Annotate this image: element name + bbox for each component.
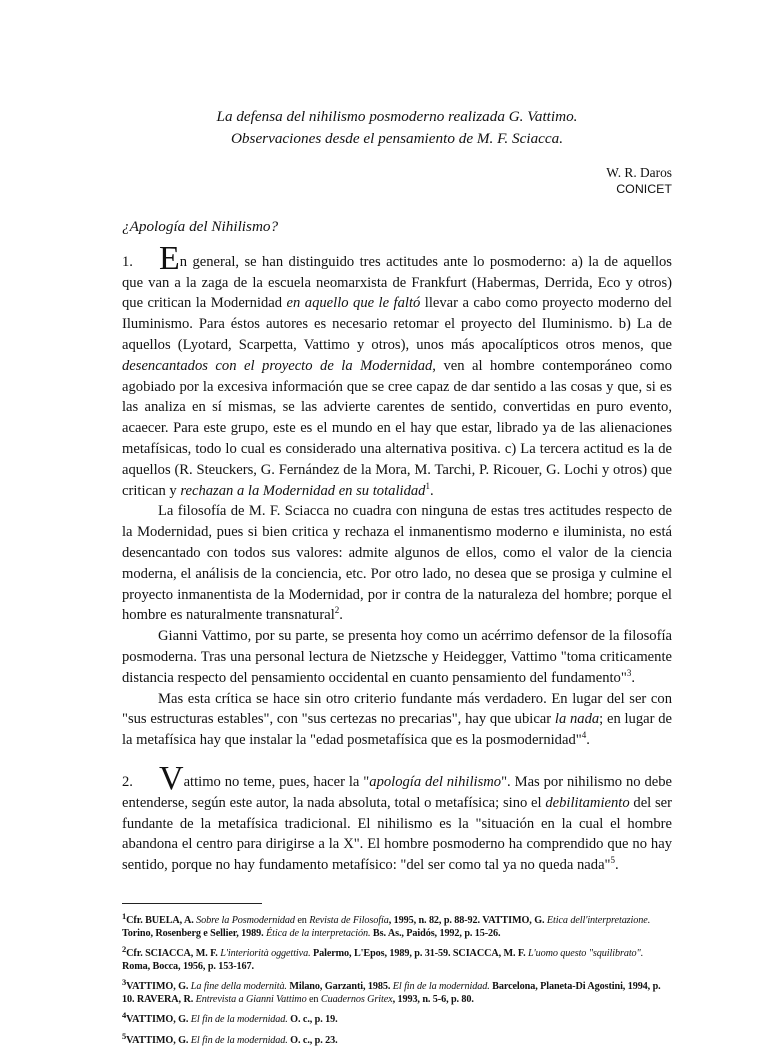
- italic-phrase: rechazan a la Modernidad en su totalidad: [180, 482, 426, 499]
- author-institution: CONICET: [616, 182, 672, 196]
- paragraph-1: [122, 239, 672, 502]
- punctuation: .: [339, 607, 343, 624]
- punctuation: .: [429, 482, 434, 499]
- footnote-italic: Ética de la interpretación.: [263, 927, 371, 939]
- paragraph-text: n general, se han distinguido tres actitudes ante lo posmoderno: a) la de aquellos que van a la zaga de la escuela neomarxista de Frankfurt (Habermas, Derrida, Eco y otros) que critican la Modernidad: [122, 253, 672, 312]
- paragraph-text: , ven al hombre contemporáneo como agobiado por la excesiva información que se cree capaz de dar sentido a las cosas y que, si es las analiza en sí mismas, se las advierte carentes de sentido, convertidas en puro evento, acaecer. Para este grupo, este es el mundo en el hay que estar, librado ya de las alienaciones metafísicas, todo lo cual es considerado una alternativa positiva. c) La tercera actitud es la de aquellos (R. Steuckers, G. Fernández de la Mora, M. Tarchi, P. Ricouer, G. Lochi y otros) que critican y: [122, 357, 672, 499]
- punctuation: .: [631, 669, 635, 686]
- italic-phrase: desencantados con el proyecto de la Modernidad: [122, 357, 433, 374]
- footnote-ref[interactable]: 2: [334, 605, 340, 616]
- footnote-mark: 5: [122, 1031, 127, 1042]
- footnote-text: VATTIMO, G.: [126, 981, 189, 993]
- paragraph-3: [122, 626, 672, 688]
- drop-cap: V: [159, 759, 184, 797]
- author-block: [122, 165, 672, 197]
- drop-cap: E: [159, 239, 180, 277]
- footnote-mark: 2: [122, 944, 127, 955]
- document-page: [122, 106, 672, 1048]
- footnote-text: O. c., p. 23.: [287, 1035, 338, 1047]
- footnote-text: VATTIMO, G.: [126, 1014, 189, 1026]
- footnote-ref[interactable]: 5: [610, 855, 615, 866]
- footnote-italic: Sobre la Posmodernidad: [193, 914, 295, 926]
- document-title: [122, 106, 672, 150]
- footnote-italic: Etica dell'interpretazione.: [544, 914, 651, 926]
- footnote-italic: L'interiorità oggettiva.: [217, 948, 311, 960]
- title-line-2: Observaciones desde el pensamiento de M. F. Sciacca.: [230, 130, 564, 147]
- paragraph-text: del ser fundante de la metafísica tradicional. El nihilismo es la "situación en la cual el hombre abandona el centro para dirigirse a la X". El hombre posmoderno ha comprendido que no hay sentido, porque no hay fundamento metafísico: "del ser como tal ya no queda nada": [122, 794, 672, 874]
- footnote-italic: Entrevista a Gianni Vattimo: [193, 993, 307, 1005]
- footnote-italic: La fine della modernità.: [188, 981, 287, 993]
- punctuation: .: [586, 732, 590, 749]
- footnote-5: [122, 1030, 672, 1048]
- paragraph-text: attimo no teme, pues, hacer la ": [183, 773, 370, 790]
- footnote-text: , 1995, n. 82, p. 88-92. VATTIMO, G.: [388, 914, 545, 926]
- footnote-1: [122, 910, 672, 940]
- footnote-separator: [122, 903, 262, 904]
- punctuation: .: [615, 857, 619, 874]
- footnote-ref[interactable]: 1: [425, 480, 430, 491]
- footnote-italic: Revista de Filosofía: [309, 914, 389, 926]
- paragraph-text: Gianni Vattimo, por su parte, se presenta hoy como un acérrimo defensor de la filosofía posmoderna. Tras una personal lectura de Nietzsche y Heidegger, Vattimo "toma criticamente distancia respecto del pensamiento occidental en cuanto pensamiento del fundamento": [122, 628, 672, 686]
- paragraph-text: La filosofía de M. F. Sciacca no cuadra con ninguna de estas tres actitudes respecto de la Modernidad, pues si bien critica y rechaza el inmanentismo moderno e iluminista, no está desencantado con todos sus valores: admite algunos de ellos, como el valor de la ciencia moderna, el análisis de la conciencia, etc. Por otro lado, no desea que se prosiga y culmine el proyecto inmanentista de la Modernidad, por ir contra de la naturaleza del hombre; porque el hombre es naturalmente transnatural: [122, 503, 672, 624]
- footnote-italic: Cuadernos Gritex: [320, 993, 393, 1005]
- footnote-italic: L'uomo questo "squilibrato".: [525, 948, 644, 960]
- italic-phrase: debilitamiento: [545, 794, 630, 811]
- footnote-ref[interactable]: 3: [626, 667, 632, 678]
- footnote-2: [122, 943, 672, 973]
- italic-phrase: apología del nihilismo: [369, 773, 502, 790]
- italic-phrase: en aquello que le faltó: [286, 295, 421, 312]
- footnote-mark: 3: [122, 977, 127, 988]
- paragraph-number: 1.: [122, 253, 133, 270]
- paragraph-text: ; en lugar de la metafísica hay que instalar la "edad posmetafísica que es la posmodernidad": [122, 711, 672, 749]
- footnote-3: [122, 976, 672, 1006]
- paragraph-text: ". Mas por nihilismo no debe entenderse, según este autor, la nada absoluta, total o metafísica; sino el: [122, 773, 673, 811]
- footnote-text: en: [294, 914, 310, 926]
- footnote-text: Palermo, L'Epos, 1989, p. 31-59. SCIACCA, M. F.: [310, 948, 526, 960]
- footnote-text: , 1993, n. 5-6, p. 80.: [392, 993, 474, 1005]
- footnote-text: O. c., p. 19.: [287, 1014, 338, 1026]
- footnote-italic: El fin de la modernidad.: [188, 1035, 288, 1047]
- footnote-text: Milano, Garzanti, 1985.: [286, 981, 391, 993]
- author-name: W. R. Daros: [606, 165, 672, 180]
- footnote-text: Bs. As., Paidós, 1992, p. 15-26.: [370, 927, 501, 939]
- paragraph-number: 2.: [122, 773, 133, 790]
- title-line-1: La defensa del nihilismo posmoderno realizada G. Vattimo.: [216, 108, 578, 125]
- footnote-text: Cfr. BUELA, A.: [126, 914, 194, 926]
- footnote-mark: 1: [122, 910, 127, 921]
- footnote-ref[interactable]: 4: [581, 730, 587, 741]
- footnote-mark: 4: [122, 1010, 127, 1021]
- footnote-text: Roma, Bocca, 1956, p. 153-167.: [122, 960, 254, 972]
- footnote-text: en: [306, 993, 321, 1005]
- section-heading: ¿Apología del Nihilismo?: [122, 218, 279, 235]
- footnote-italic: El fin de la modernidad.: [188, 1014, 288, 1026]
- footnote-text: Cfr. SCIACCA, M. F.: [126, 948, 218, 960]
- italic-phrase: la nada: [554, 711, 600, 728]
- footnote-text: Torino, Rosenberg e Sellier, 1989.: [122, 927, 264, 939]
- footnote-text: Barcelona, Planeta-Di Agostini, 1994, p. 10. RAVERA, R.: [122, 981, 661, 1005]
- paragraph-2: [122, 501, 672, 626]
- footnote-italic: El fin de la modernidad.: [390, 981, 490, 993]
- paragraph-4: [122, 689, 672, 751]
- paragraph-5: [122, 759, 673, 876]
- paragraph-text: llevar a cabo como proyecto moderno del Iluminismo. Para éstos autores es necesario retomar el proyecto del Iluminismo. b) La de aquellos (Lyotard, Scarpetta, Vattimo y otros), unos más apocalípticos otros menos, que: [122, 295, 672, 353]
- footnote-4: [122, 1009, 672, 1027]
- footnote-text: VATTIMO, G.: [126, 1035, 189, 1047]
- paragraph-text: Mas esta crítica se hace sin otro criterio fundante más verdadero. En lugar del ser con "sus estructuras estables", con "sus certezas no precarias", hay que ubicar: [122, 690, 672, 728]
